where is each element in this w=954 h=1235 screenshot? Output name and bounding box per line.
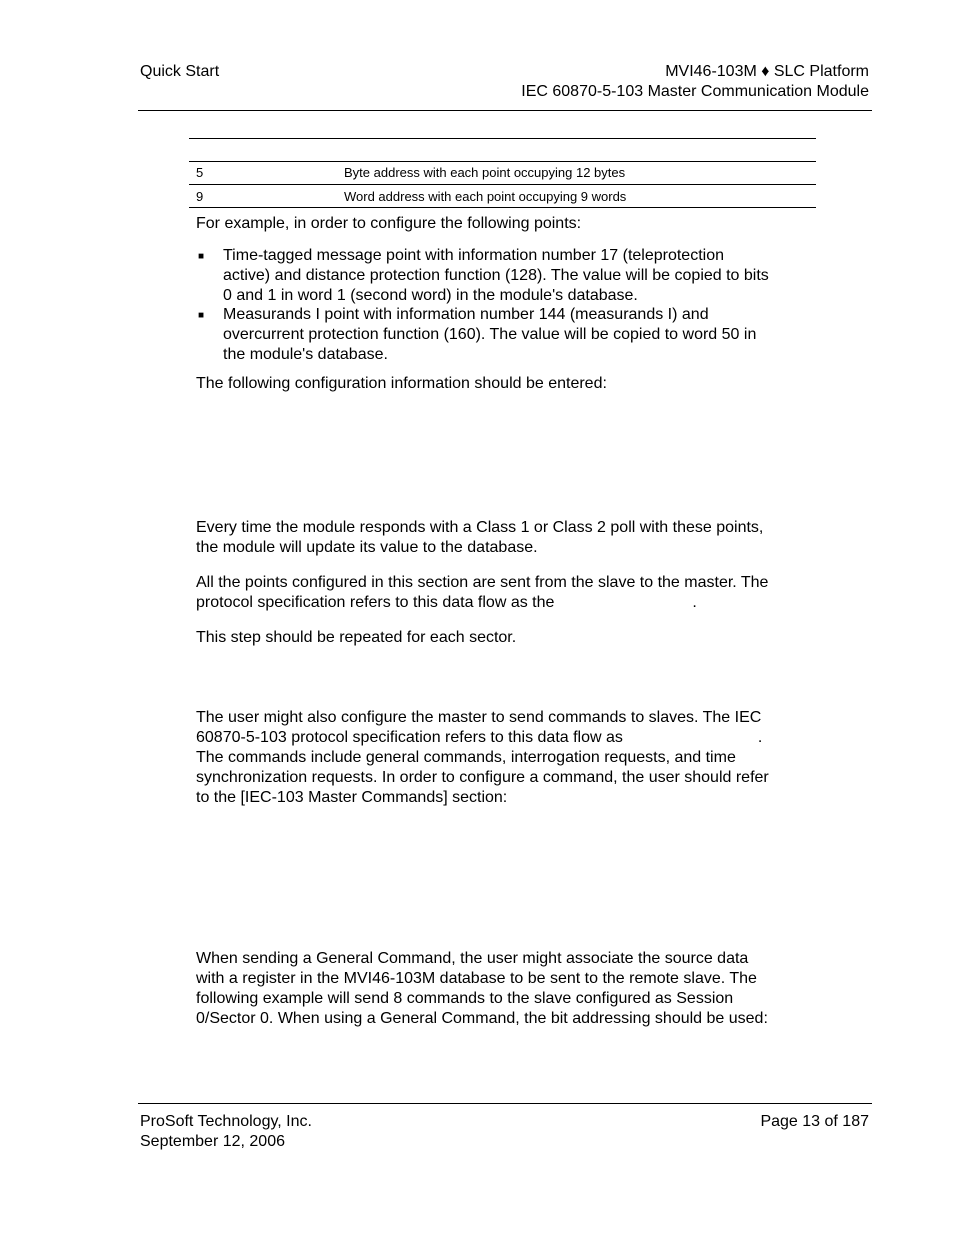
footer-date: September 12, 2006 (140, 1133, 285, 1150)
list-item (223, 246, 818, 306)
paragraph-line: with a register in the MVI46-103M database to be sent to the remote slave. The (196, 970, 757, 987)
list-item-line: 0 and 1 in word 1 (second word) in the module's database. (223, 287, 638, 304)
paragraph-text: protocol specification refers to this data flow as the (196, 594, 555, 611)
header-section-title: Quick Start (140, 63, 220, 80)
paragraph-line (196, 728, 816, 748)
general-command-paragraph (196, 949, 816, 1029)
square-bullet-icon: ■ (198, 310, 205, 321)
square-bullet-icon: ■ (198, 251, 205, 262)
paragraph-line (196, 593, 816, 613)
list-item-line: active) and distance protection function (128). The value will be copied to bits (223, 267, 769, 284)
paragraph-line: When sending a General Command, the user might associate the source data (196, 950, 749, 967)
list-item-line: Time-tagged message point with information number 17 (teleprotection (223, 247, 724, 264)
table-rule (189, 161, 816, 162)
table-bottom-rule (189, 207, 816, 208)
list-item-line: Measurands I point with information number 144 (measurands I) and (223, 306, 709, 323)
list-item-line: the module's database. (223, 346, 388, 363)
repeat-paragraph: This step should be repeated for each sector. (196, 629, 517, 646)
paragraph-line: Every time the module responds with a Class 1 or Class 2 poll with these points, (196, 519, 764, 536)
example-intro: For example, in order to configure the following points: (196, 215, 582, 232)
all-points-paragraph (196, 573, 816, 613)
table-cell-desc: Byte address with each point occupying 12 bytes (344, 165, 626, 180)
paragraph-line: synchronization requests. In order to configure a command, the user should refer (196, 769, 769, 786)
paragraph-text: . (692, 594, 697, 611)
header-product: MVI46-103M ♦ SLC Platform (665, 63, 869, 80)
paragraph-line: to the [IEC-103 Master Commands] section: (196, 789, 508, 806)
header-module-name: IEC 60870-5-103 Master Communication Module (521, 83, 869, 100)
list-item (223, 305, 818, 365)
paragraph-line: the module will update its value to the database. (196, 539, 538, 556)
paragraph-line: The commands include general commands, interrogation requests, and time (196, 749, 736, 766)
header-rule (138, 110, 872, 111)
paragraph-text: . (757, 729, 763, 746)
paragraph-line: All the points configured in this section are sent from the slave to the master. The (196, 574, 769, 591)
paragraph-text: 60870-5-103 protocol specification refers to this data flow as (196, 729, 623, 746)
paragraph-line: following example will send 8 commands to the slave configured as Session (196, 990, 734, 1007)
table-cell-code: 5 (196, 165, 204, 180)
paragraph-line: 0/Sector 0. When using a General Command, the bit addressing should be used: (196, 1010, 768, 1027)
every-time-paragraph (196, 518, 816, 558)
config-entered-paragraph: The following configuration information should be entered: (196, 375, 607, 392)
footer-company: ProSoft Technology, Inc. (140, 1113, 312, 1130)
table-cell-code: 9 (196, 189, 204, 204)
footer-rule (138, 1103, 872, 1104)
list-item-line: overcurrent protection function (160). The value will be copied to word 50 in (223, 326, 757, 343)
commands-paragraph (196, 708, 816, 808)
paragraph-line: The user might also configure the master to send commands to slaves. The IEC (196, 709, 762, 726)
table-top-rule (189, 138, 816, 139)
table-cell-desc: Word address with each point occupying 9 words (344, 189, 627, 204)
footer-page-number: Page 13 of 187 (760, 1113, 869, 1130)
table-rule (189, 184, 816, 185)
